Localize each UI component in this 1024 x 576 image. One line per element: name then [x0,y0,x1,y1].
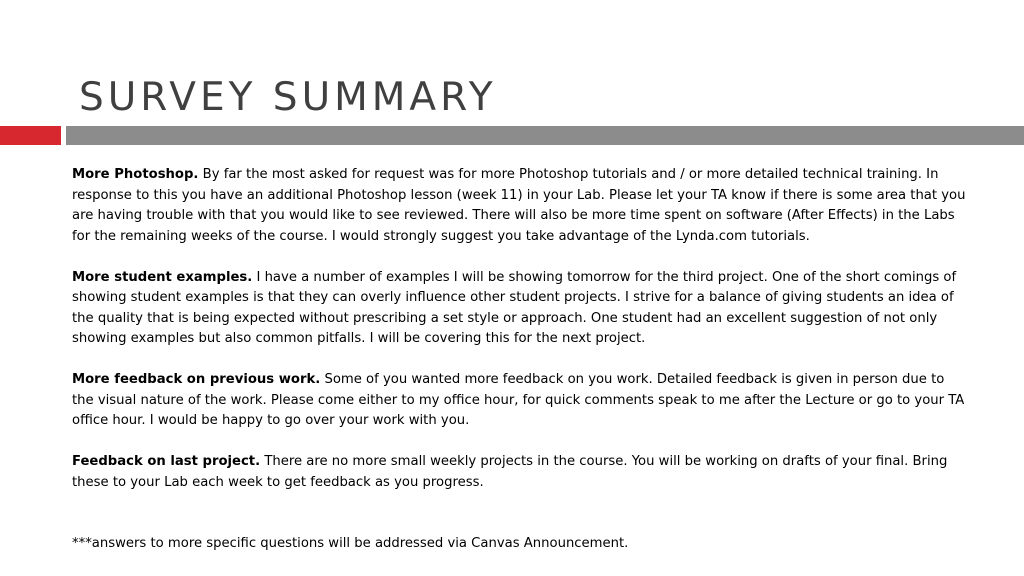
accent-bar-gray [66,126,1024,145]
paragraph-more-feedback [72,370,967,432]
paragraph-text: Some of you wanted more feedback on you work. Detailed feedback is given in person due to the visual nature of the work. Please come either to my office hour, for quick comments speak to me after the Lecture or go to your TA office hour. I would be happy to go over your work with you. [72,372,965,428]
paragraph-text: By far the most asked for request was for more Photoshop tutorials and / or more detailed technical training. In response to this you have an additional Photoshop lesson (week 11) in your Lab. Please let your TA know if there is some area that you are having trouble with that you would like to see reviewed. There will also be more time spent on software (After Effects) in the Labs for the remaining weeks of the course. I would strongly suggest you take advantage of the Lynda.com tutorials. [72,167,966,244]
footnote: ***answers to more specific questions will be addressed via Canvas Announcement. [72,536,629,551]
paragraph-heading: More Photoshop. [72,167,199,182]
slide-body [72,165,967,575]
paragraph-heading: More student examples. [72,269,253,285]
slide-title: SURVEY SUMMARY [79,75,497,120]
paragraph-heading: Feedback on last project. [72,454,261,469]
paragraph-more-student-examples [72,268,967,350]
paragraph-feedback-last-project [72,452,967,493]
paragraph-heading: More feedback on previous work. [72,372,321,387]
paragraph-text: I have a number of examples I will be showing tomorrow for the third project. One of the short comings of showing student examples is that they can overly influence other student projects. I strive for a balance of giving students an idea of the quality that is being expected without prescribing a set style or approach. One student had an excellent suggestion of not only showing examples but also common pitfalls. I will be covering this for the next project. [72,269,957,346]
accent-bar-red [0,126,61,145]
paragraph-text: There are no more small weekly projects in the course. You will be working on drafts of your final. Bring these to your Lab each week to get feedback as you progress. [72,454,948,490]
paragraph-more-photoshop [72,165,967,247]
